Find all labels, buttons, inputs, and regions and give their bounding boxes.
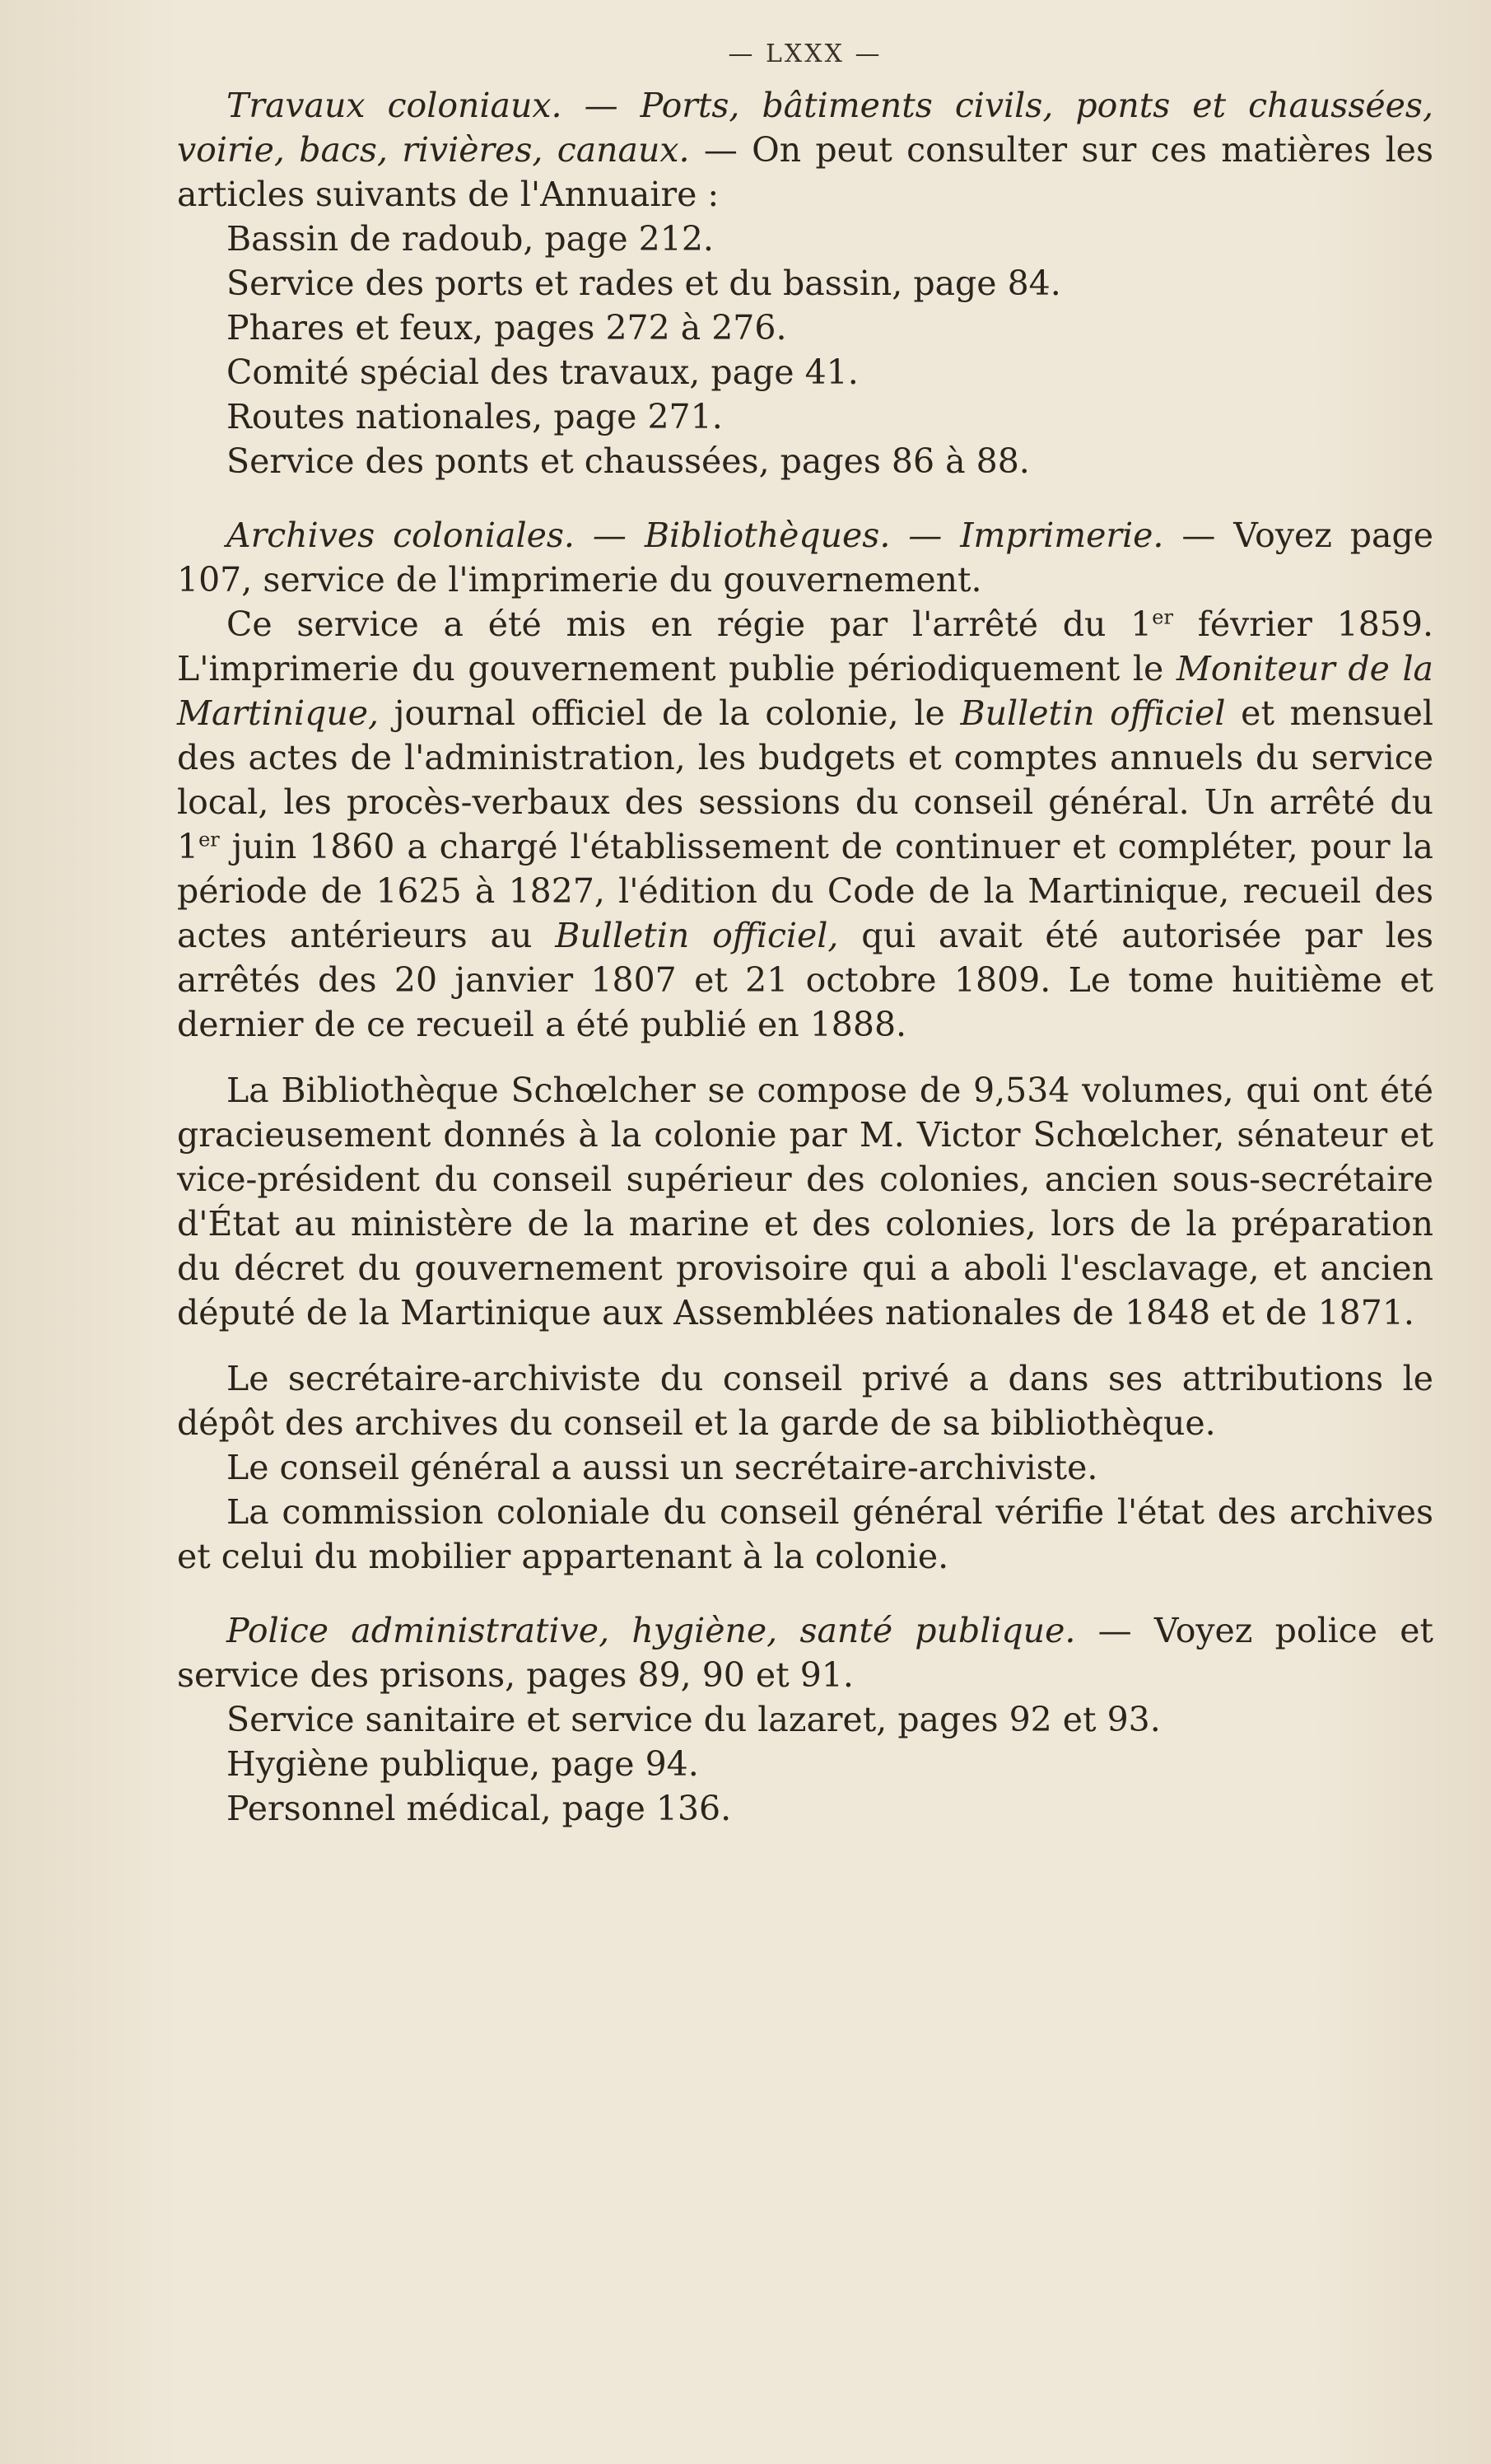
- intro-text: — On peut consulter sur ces matières les articles suivants de l'Annuaire :: [177, 130, 1433, 214]
- heading-police: Police administrative, hygiène, santé publique.: [226, 1611, 1076, 1650]
- superscript: er: [198, 828, 220, 852]
- text-run: février 1859. L'imprimerie du gouvernement publie périodiquement le: [177, 604, 1433, 688]
- section-travaux-coloniaux: [177, 83, 1433, 483]
- list-item: Service des ponts et chaussées, pages 86 à 88.: [226, 441, 1030, 481]
- heading-imprimerie: — Imprimerie.: [908, 516, 1164, 555]
- list-item: Routes nationales, page 271.: [226, 397, 723, 436]
- list-item: Comité spécial des travaux, page 41.: [226, 352, 859, 392]
- list-item: Phares et feux, pages 272 à 276.: [226, 308, 787, 348]
- heading-voyez: — Voyez police et service des prisons, pages 89, 90 et 91.: [177, 1611, 1433, 1695]
- section-heading-paragraph: [177, 513, 1433, 602]
- text-run: qui avait été autorisée par les arrêtés des 20 janvier 1807 et 21 octobre 1809. Le tome huitième et dernier de ce recueil a été publié en 1888.: [177, 916, 1434, 1044]
- section-heading-paragraph: [177, 83, 1433, 217]
- italic-title: Moniteur de la Martinique,: [177, 649, 1433, 733]
- text-run: juin 1860 a chargé l'établissement de continuer et compléter, pour la période de 1625 à 1827, l'édition du Code de la Martinique, recueil des actes antérieurs au: [177, 827, 1433, 955]
- text-run: journal officiel de la colonie, le: [379, 693, 961, 733]
- paragraph-bibliotheque: La Bibliothèque Schœlcher se compose de 9,534 volumes, qui ont été gracieusement donnés à la colonie par M. Victor Schœlcher, sénateur et vice-président du conseil supérieur des colonies, ancien sous-secrétaire d'État au ministère de la marine et des colonies, lors de la préparation du décret du gouvernement provisoire qui a aboli l'esclavage, et ancien député de la Martinique aux Assemblées nationales de 1848 et de 1871.: [177, 1071, 1433, 1332]
- italic-title: Bulletin officiel: [960, 693, 1226, 733]
- paragraph-imprimerie: [177, 602, 1433, 1047]
- text-run: et mensuel des actes de l'administration, les budgets et comptes annuels du service local, les procès-verbaux des sessions du conseil général. Un arrêté du 1: [177, 693, 1433, 866]
- list-item: Personnel médical, page 136.: [226, 1789, 732, 1828]
- heading-archives: Archives coloniales.: [226, 516, 575, 555]
- list-item: Hygiène publique, page 94.: [226, 1744, 699, 1784]
- paragraph-archiviste: Le secrétaire-archiviste du conseil privé a dans ses attributions le dépôt des archives du conseil et la garde de sa bibliothèque.: [177, 1359, 1433, 1443]
- heading-voyez: — Voyez page 107, service de l'imprimerie du gouvernement.: [177, 516, 1433, 600]
- page-number: — LXXX —: [728, 40, 883, 68]
- list-item: Service sanitaire et service du lazaret, pages 92 et 93.: [226, 1700, 1161, 1739]
- heading-ports: — Ports, bâtiments civils, ponts et chaussées, voirie, bacs, rivières, canaux.: [177, 86, 1433, 170]
- superscript: er: [1152, 605, 1173, 629]
- text-run: Ce service a été mis en régie par l'arrêté du 1: [226, 604, 1153, 644]
- heading-travaux: Travaux coloniaux.: [226, 86, 562, 125]
- paragraph-conseil-general: Le conseil général a aussi un secrétaire-archiviste.: [226, 1448, 1098, 1487]
- section-heading-paragraph: [177, 1608, 1433, 1697]
- list-item: Bassin de radoub, page 212.: [226, 219, 714, 259]
- italic-title: Bulletin officiel,: [555, 916, 839, 955]
- list-item: Service des ports et rades et du bassin, page 84.: [226, 264, 1061, 303]
- heading-bibliotheques: — Bibliothèques.: [592, 516, 891, 555]
- section-archives: [177, 513, 1433, 1579]
- section-police: [177, 1608, 1433, 1831]
- paragraph-commission: La commission coloniale du conseil général vérifie l'état des archives et celui du mobilier appartenant à la colonie.: [177, 1492, 1433, 1576]
